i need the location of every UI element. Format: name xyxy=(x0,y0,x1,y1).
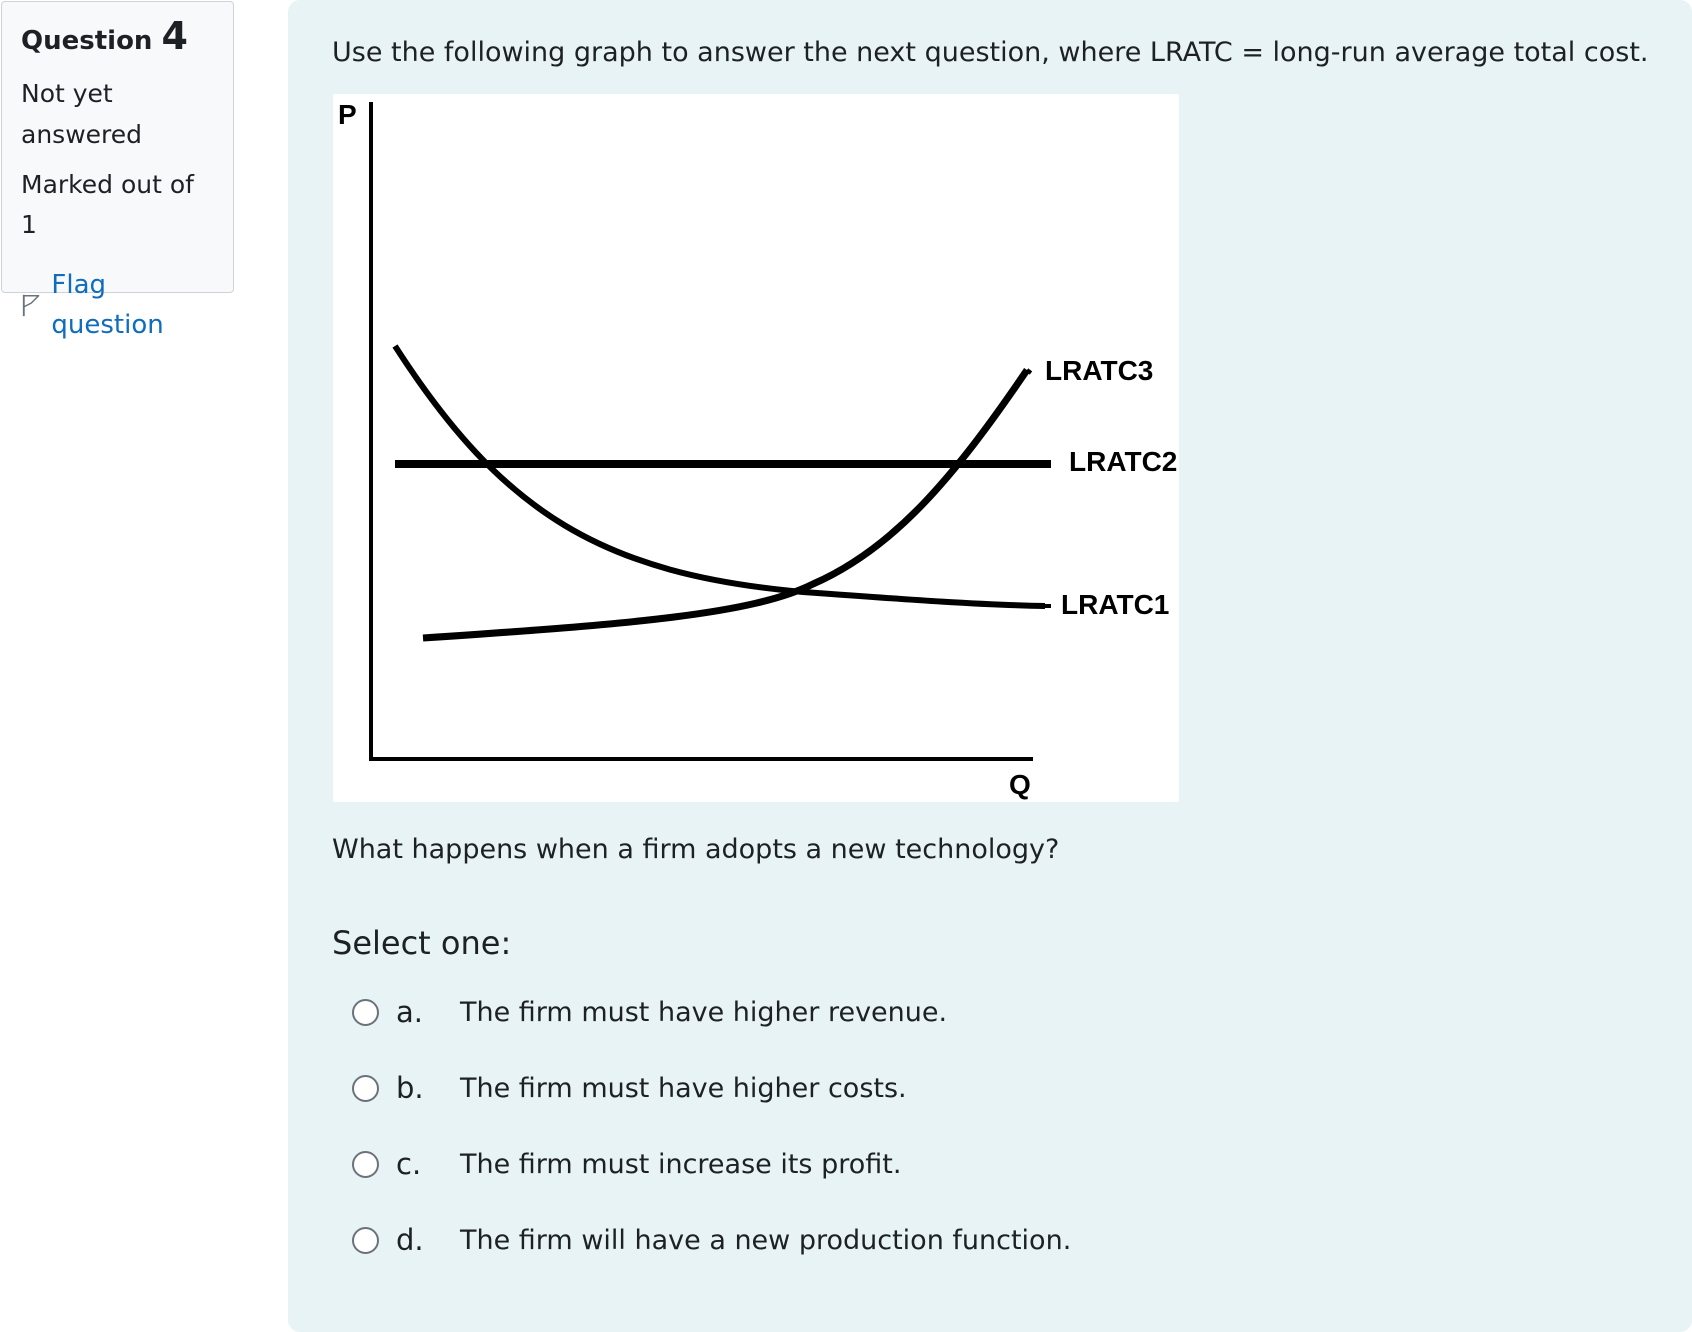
y-axis-label: P xyxy=(338,99,357,130)
x-axis-label: Q xyxy=(1009,769,1031,800)
answer-text: The firm will have a new production function. xyxy=(460,1224,1072,1256)
answer-text: The firm must have higher costs. xyxy=(460,1072,907,1104)
answer-letter: c. xyxy=(396,1147,422,1181)
answer-letter: a. xyxy=(396,995,423,1029)
radio-button-d[interactable] xyxy=(352,1227,379,1254)
question-intro-text: Use the following graph to answer the next question, where LRATC = long-run average total cost. xyxy=(332,37,1649,68)
lratc2-label: LRATC2 xyxy=(1069,446,1178,477)
answer-option-b[interactable] xyxy=(352,1066,907,1110)
lratc3-curve xyxy=(423,370,1027,638)
radio-button-a[interactable] xyxy=(352,999,379,1026)
answer-option-d[interactable] xyxy=(352,1218,1071,1262)
question-heading xyxy=(21,16,214,61)
question-word: Question xyxy=(21,26,153,56)
radio-button-b[interactable] xyxy=(352,1075,379,1102)
lratc3-label: LRATC3 xyxy=(1045,355,1154,386)
question-info-panel xyxy=(1,1,234,340)
answer-option-a[interactable] xyxy=(352,990,947,1034)
question-grade: Marked out of 1 xyxy=(21,170,194,239)
question-content xyxy=(288,0,1692,1332)
radio-button-c[interactable] xyxy=(352,1151,379,1178)
flag-icon xyxy=(21,292,41,318)
flag-question-label: Flag question xyxy=(51,270,164,340)
answer-letter: b. xyxy=(396,1071,424,1105)
select-one-prompt: Select one: xyxy=(332,924,512,962)
question-number: 4 xyxy=(161,14,188,58)
question-state: Not yet answered xyxy=(21,79,142,149)
lratc1-label: LRATC1 xyxy=(1061,589,1170,620)
answer-letter: d. xyxy=(396,1223,424,1257)
cost-curves-graph xyxy=(333,94,1179,802)
question-text: What happens when a firm adopts a new technology? xyxy=(332,834,1060,865)
answer-text: The firm must have higher revenue. xyxy=(460,996,948,1028)
answer-text: The firm must increase its profit. xyxy=(460,1148,902,1180)
flag-question-link[interactable] xyxy=(21,265,214,345)
cost-curves-svg xyxy=(333,94,1179,802)
answer-option-c[interactable] xyxy=(352,1142,901,1186)
